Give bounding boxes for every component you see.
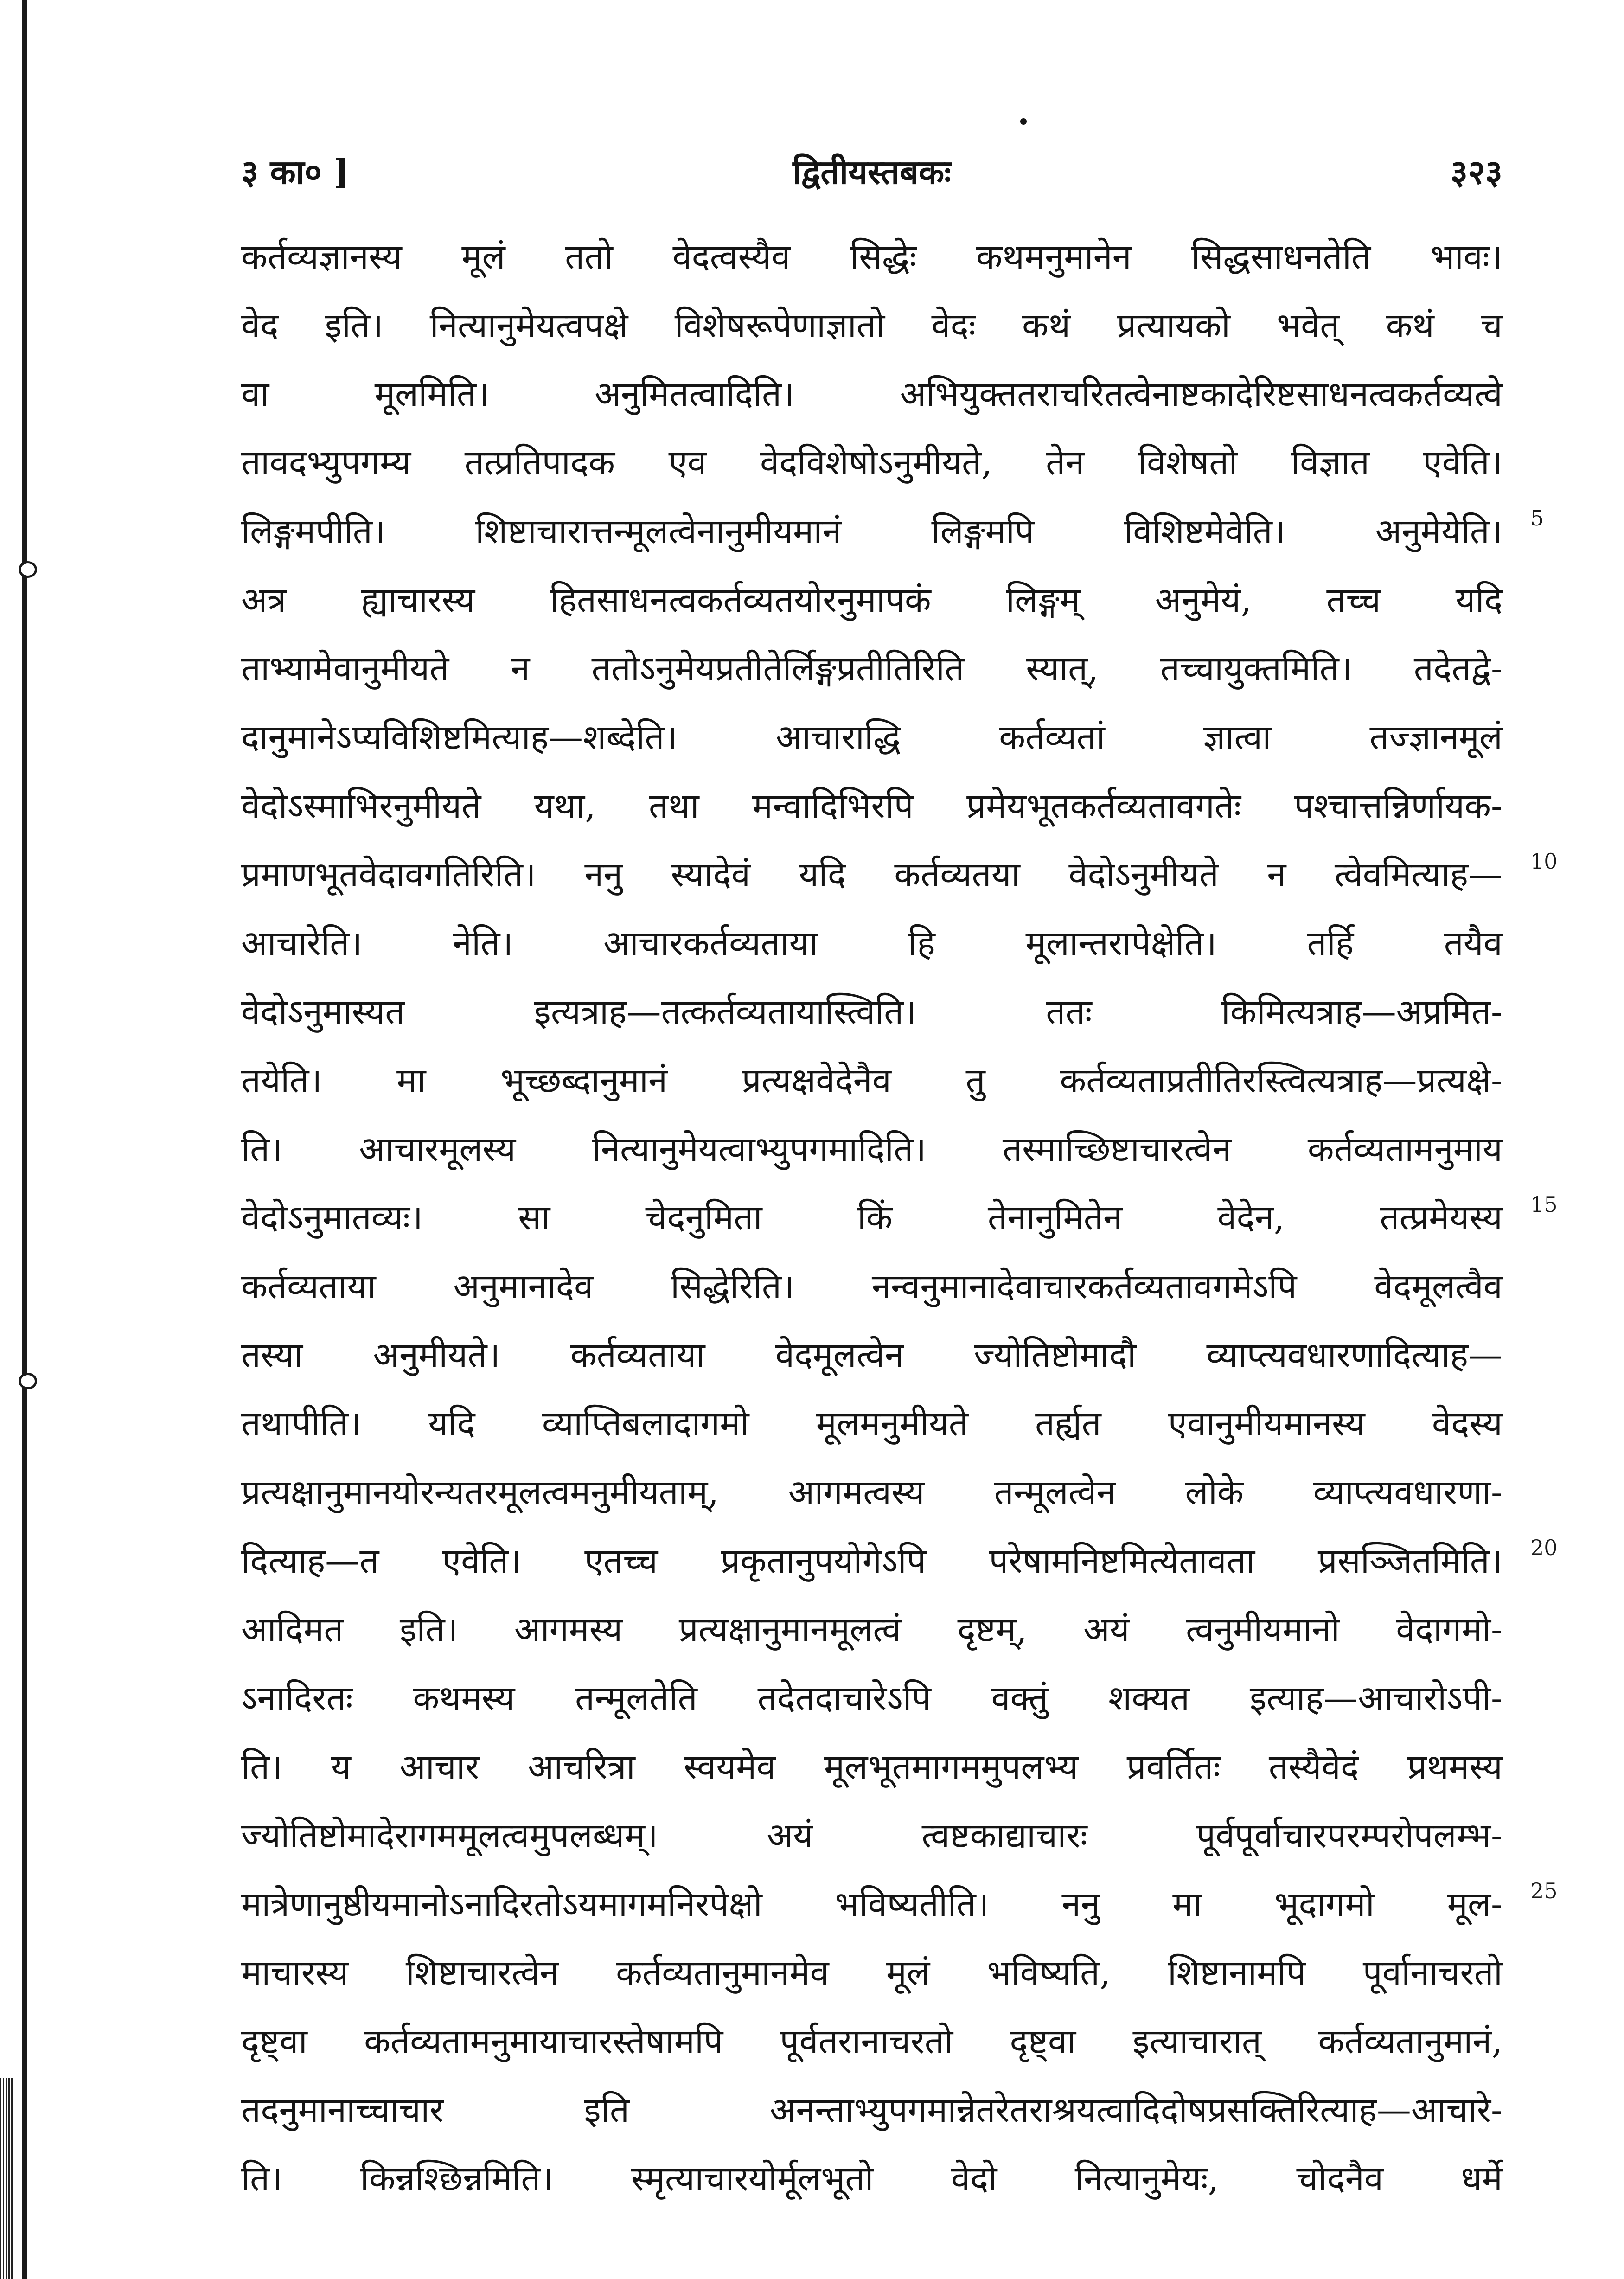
text-line: ताभ्यामेवानुमीयते न ततोऽनुमेयप्रतीतेर्लिङ्गप्रतीतिरिति स्यात्, तच्चायुक्तमिति। तदेतद्वे-: [241, 649, 1503, 689]
text-line: वेदोऽनुमास्यत इत्यत्राह—तत्कर्तव्यतायास्त्विति। ततः किमित्यत्राह—अप्रमित-: [241, 992, 1503, 1032]
line-number: 10: [1530, 849, 1558, 874]
text-line: ति। य आचार आचरित्रा स्वयमेव मूलभूतमागममुपलभ्य प्रवर्तितः तस्यैवेदं प्रथमस्य: [241, 1747, 1503, 1787]
commentary-text: [241, 223, 1503, 2213]
text-line: वा मूलमिति। अनुमितत्वादिति। अभियुक्ततराचरितत्वेनाष्टकादेरिष्टसाधनत्वकर्तव्यत्वे: [241, 374, 1503, 414]
text-line: कर्तव्यज्ञानस्य मूलं ततो वेदत्वस्यैव सिद्धेः कथमनुमानेन सिद्धसाधनतेति भावः।: [241, 237, 1503, 277]
line-number: 25: [1530, 1878, 1558, 1903]
text-line: ति। किन्नश्छिन्नमिति। स्मृत्याचारयोर्मूलभूतो वेदो नित्यानुमेयः, चोदनैव धर्मे: [241, 2159, 1503, 2199]
page-header: [241, 139, 1503, 195]
text-line: दानुमानेऽप्यविशिष्टमित्याह—शब्देति। आचाराद्धि कर्तव्यतां ज्ञात्वा तज्ज्ञानमूलं: [241, 717, 1503, 757]
text-line: ति। आचारमूलस्य नित्यानुमेयत्वाभ्युपगमादिति। तस्माच्छिष्टाचारत्वेन कर्तव्यतामनुमाय: [241, 1129, 1503, 1169]
text-line: ज्योतिष्टोमादेरागममूलत्वमुपलब्धम्। अयं त्वष्टकाद्याचारः पूर्वपूर्वाचारपरम्परोपलम्भ-: [241, 1816, 1503, 1856]
running-title: द्वितीयस्तबकः: [793, 152, 951, 192]
line-number: 5: [1530, 506, 1544, 531]
text-line: वेद इति। नित्यानुमेयत्वपक्षे विशेषरूपेणाज्ञातो वेदः कथं प्रत्यायको भवेत् कथं च: [241, 306, 1503, 346]
binding-hole: [19, 1373, 37, 1389]
text-line: तदनुमानाच्चाचार इति अनन्ताभ्युपगमान्नेतरेतराश्रयत्वादिदोषप्रसक्तिरित्याह—आचारे-: [241, 2090, 1503, 2130]
text-line: तथापीति। यदि व्याप्तिबलादागमो मूलमनुमीयते तर्ह्यत एवानुमीयमानस्य वेदस्य: [241, 1404, 1503, 1444]
page-number: ३२३: [1450, 152, 1503, 192]
text-line: प्रमाणभूतवेदावगतिरिति। ननु स्यादेवं यदि कर्तव्यतया वेदोऽनुमीयते न त्वेवमित्याह—: [241, 855, 1503, 895]
text-line: वेदोऽनुमातव्यः। सा चेदनुमिता किं तेनानुमितेन वेदेन, तत्प्रमेयस्य: [241, 1198, 1503, 1238]
text-line: तस्या अनुमीयते। कर्तव्यताया वेदमूलत्वेन ज्योतिष्टोमादौ व्याप्त्यवधारणादित्याह—: [241, 1335, 1503, 1375]
text-line: आदिमत इति। आगमस्य प्रत्यक्षानुमानमूलत्वं दृष्टम्, अयं त्वनुमीयमानो वेदागमो-: [241, 1610, 1503, 1650]
text-line: आचारेति। नेति। आचारकर्तव्यताया हि मूलान्तरापेक्षेति। तर्हि तयैव: [241, 923, 1503, 963]
chapter-marker: ३ का० ]: [241, 152, 350, 192]
binding-hole: [19, 561, 37, 578]
binding-edge-line: [22, 0, 27, 2279]
text-line: अत्र ह्याचारस्य हितसाधनत्वकर्तव्यतयोरनुमापकं लिङ्गम् अनुमेयं, तच्च यदि: [241, 580, 1503, 620]
ink-dot: [1020, 118, 1027, 125]
text-line: माचारस्य शिष्टाचारत्वेन कर्तव्यतानुमानमेव मूलं भविष्यति, शिष्टानामपि पूर्वानाचरतो: [241, 1953, 1503, 1993]
text-line: तावदभ्युपगम्य तत्प्रतिपादक एव वेदविशेषोऽनुमीयते, तेन विशेषतो विज्ञात एवेति।: [241, 443, 1503, 483]
text-line: दृष्ट्वा कर्तव्यतामनुमायाचारस्तेषामपि पूर्वतरानाचरतो दृष्ट्वा इत्याचारात् कर्तव्यतानुमानं,: [241, 2022, 1503, 2061]
text-line: ऽनादिरतः कथमस्य तन्मूलतेति तदेतदाचारेऽपि वक्तुं शक्यत इत्याह—आचारोऽपी-: [241, 1678, 1503, 1718]
text-line: मात्रेणानुष्ठीयमानोऽनादिरतोऽयमागमनिरपेक्षो भविष्यतीति। ननु मा भूदागमो मूल-: [241, 1884, 1503, 1924]
text-line: वेदोऽस्माभिरनुमीयते यथा, तथा मन्वादिभिरपि प्रमेयभूतकर्तव्यतावगतेः पश्चात्तन्निर्णायक-: [241, 786, 1503, 826]
line-number: 15: [1530, 1192, 1558, 1217]
text-line: लिङ्गमपीति। शिष्टाचारात्तन्मूलत्वेनानुमीयमानं लिङ्गमपि विशिष्टमेवेति। अनुमेयेति।: [241, 512, 1503, 551]
page-edge-shadow: [0, 2078, 14, 2279]
line-number: 20: [1530, 1535, 1558, 1560]
text-line: तयेति। मा भूच्छब्दानुमानं प्रत्यक्षवेदेनैव तु कर्तव्यताप्रतीतिरस्त्वित्यत्राह—प्रत्यक्षे-: [241, 1061, 1503, 1101]
text-line: प्रत्यक्षानुमानयोरन्यतरमूलत्वमनुमीयताम्, आगमत्वस्य तन्मूलत्वेन लोके व्याप्त्यवधारणा-: [241, 1472, 1503, 1512]
text-line: कर्तव्यताया अनुमानादेव सिद्धेरिति। नन्वनुमानादेवाचारकर्तव्यतावगमेऽपि वेदमूलत्वैव: [241, 1267, 1503, 1306]
text-line: दित्याह—त एवेति। एतच्च प्रकृतानुपयोगेऽपि परेषामनिष्टमित्येतावता प्रसञ्जितमिति।: [241, 1541, 1503, 1581]
